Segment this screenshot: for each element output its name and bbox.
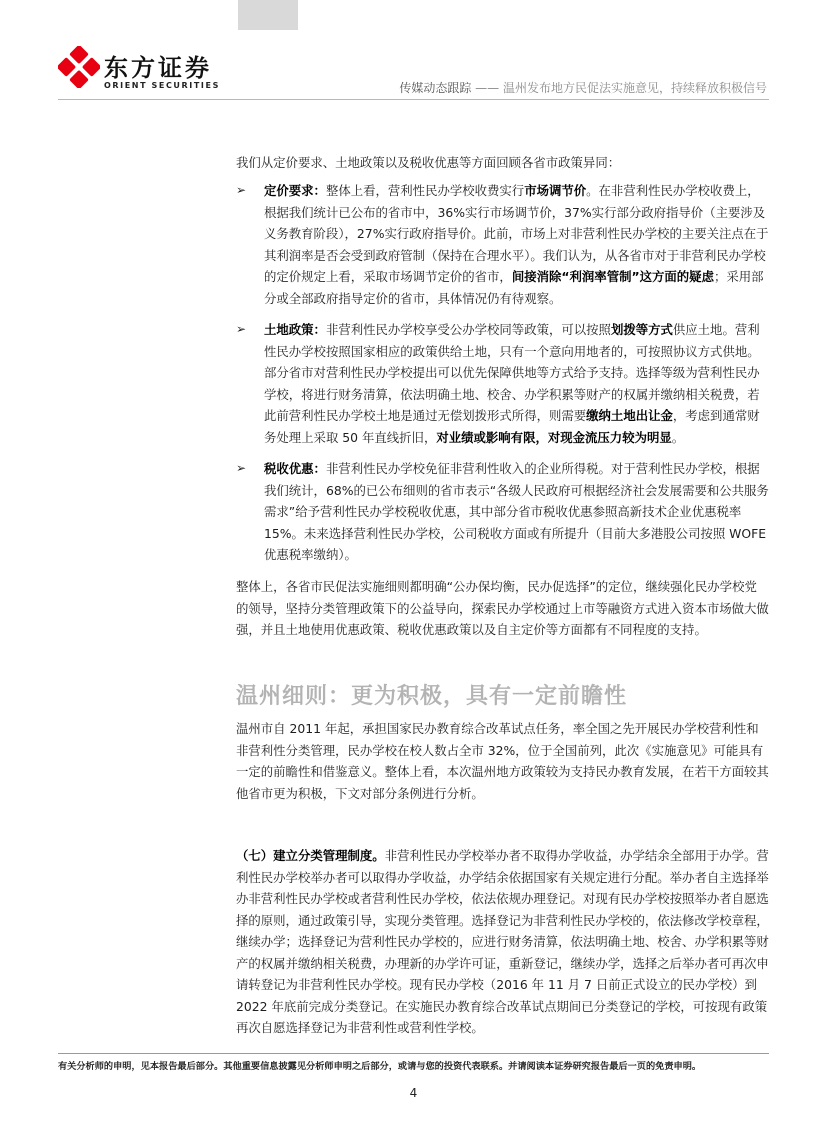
bullet-label: 定价要求： xyxy=(264,183,326,198)
page-number: 4 xyxy=(409,1086,418,1100)
intro-paragraph xyxy=(236,152,769,174)
logo-chinese-name: 东方证券 xyxy=(104,54,212,82)
clause-paragraph xyxy=(236,845,769,1039)
report-title: 温州发布地方民促法实施意见，持续释放积极信号 xyxy=(502,81,767,95)
clause-text: 非营利性民办学校举办者不取得办学收益，办学结余全部用于办学。营利性民办学校举办者可以取得办学收益，办学结余依据国家有关规定进行分配。举办者自主选择举办非营利性民办学校或者营利性民办学校，依法依规办理登记。对现有民办学校按照举办者自愿选择的原则，通过政策引导，实现分类管理。选择登记为非营利性民办学校的，依法修改学校章程，继续办学；选择登记为营利性民办学校的，应进行财务清算，依法明确土地、校舍、办学积累等财产的权属并缴纳相关税费，办理新的办学许可证，重新登记，继续办学，选择之后举办者可再次申请转登记为非营利性民办学校。现有民办学校（2016 年 11 月 7 日前正式设立的民办学校）到 2022 年底前完成分类登记。在实施民办教育综合改革试点期间已分类登记的学校，可按现有政策再次自愿选择登记为非营利性或营利性学校。 xyxy=(236,848,769,1035)
bullet-text: 。 xyxy=(671,429,685,445)
bullet-emphasis: 市场调节价 xyxy=(524,183,587,198)
logo-english-name: ORIENT SECURITIES xyxy=(104,81,220,90)
arrow-bullet-icon: ➢ xyxy=(236,461,247,475)
bullet-text: 非营利性民办学校免征非营利性收入的企业所得税。对于营利性民办学校，根据我们统计，68%的已公布细则的省市表示“各级人民政府可根据经济社会发展需要和公共服务需求”给予营利性民办学校税收优惠，其中部分省市税收优惠参照高新技术企业优惠税率 15%。未来选择营利性民办学校，公司税收方面或有所提升（目前大多港股公司按照 WOFE 优惠税率缴纳）。 xyxy=(264,461,769,562)
bullet-pricing xyxy=(236,180,769,309)
bullet-emphasis: 划拨等方式 xyxy=(610,322,673,337)
bullet-text: 供应土地。营利性民办学校按照国家相应的政策供给土地，只有一个意向用地者的，可按照协议方式供地。部分省市对营利性民办学校提出可以优先保障供地等方式给予支持。选择等级为营利性民办学校，将进行财务清算，依法明确土地、校舍、办学积累等财产的权属并缴纳相关税费，若此前营利性民办学校土地是通过无偿划拨形式所得，则需要 xyxy=(264,322,760,423)
bullet-label: 土地政策： xyxy=(264,322,326,337)
running-header xyxy=(399,79,767,96)
bullet-text: 非营利性民办学校享受公办学校同等政策，可以按照 xyxy=(325,322,611,337)
arrow-bullet-icon: ➢ xyxy=(236,183,247,197)
report-section-label: 传媒动态跟踪 xyxy=(399,81,472,95)
bullet-text: ；采用部分或全部政府指导定价的省市，具体情况仍有待观察。 xyxy=(264,269,764,306)
section-heading: 温州细则：更为积极，具有一定前瞻性 xyxy=(236,684,628,709)
bullet-emphasis: 间接消除“利润率管制”这方面的疑虑 xyxy=(511,269,714,284)
wenzhou-text: 温州市自 2011 年起，承担国家民办教育综合改革试点任务，率全国之先开展民办学校营利性和非营利性分类管理，民办学校在校人数占全市 32%，位于全国前列，此次《实施意见》可能具有一定的前瞻性和借鉴意义。整体上看，本次温州地方政策较为支持民办教育发展，在若干方面较其他省市更为积极，下文对部分条例进行分析。 xyxy=(236,721,769,801)
bullet-text: 整体上看，营利性民办学校收费实行 xyxy=(325,183,525,198)
intro-text: 我们从定价要求、土地政策以及税收优惠等方面回顾各省市政策异同： xyxy=(236,155,621,170)
summary-text: 整体上，各省市民促法实施细则都明确“公办保均衡，民办促选择”的定位，继续强化民办学校党的领导，坚持分类管理政策下的公益导向，探索民办学校通过上市等融资方式进入资本市场做大做强，并且土地使用优惠政策、税收优惠政策以及自主定价等方面都有不同程度的支持。 xyxy=(236,579,769,637)
bullet-text: ，考虑到通常财务处理上采取 50 年直线折旧， xyxy=(264,408,760,445)
header-corner-block xyxy=(238,0,298,30)
header-separator: —— xyxy=(475,81,500,95)
logo-mark-icon xyxy=(58,46,100,88)
bullet-tax-incentives xyxy=(236,458,769,566)
bullet-text: 。在非营利性民办学校收费上，根据我们统计已公布的省市中，36%实行市场调节价，37%实行部分政府指导价（主要涉及义务教育阶段），27%实行政府指导价。此前，市场上对非营利性民办学校的主要关注点在于其利润率是否会受到政府管制（保持在合理水平）。我们认为，从各省市对于非营利民办学校的定价规定上看，采取市场调节定价的省市， xyxy=(264,183,769,284)
header-divider xyxy=(58,99,769,100)
bullet-label: 税收优惠： xyxy=(264,461,326,476)
wenzhou-paragraph xyxy=(236,718,769,804)
summary-paragraph xyxy=(236,576,769,641)
bullet-emphasis: 缴纳土地出让金 xyxy=(586,408,673,423)
footer-divider xyxy=(58,1053,769,1054)
clause-title: （七）建立分类管理制度。 xyxy=(236,848,385,863)
company-logo xyxy=(58,46,238,92)
footer-disclaimer: 有关分析师的申明，见本报告最后部分。其他重要信息披露见分析师申明之后部分，或请与您的投资代表联系。并请阅读本证券研究报告最后一页的免责申明。 xyxy=(58,1061,702,1072)
bullet-emphasis: 对业绩或影响有限，对现金流压力较为明显 xyxy=(436,429,672,445)
arrow-bullet-icon: ➢ xyxy=(236,322,247,336)
bullet-land-policy xyxy=(236,319,769,448)
